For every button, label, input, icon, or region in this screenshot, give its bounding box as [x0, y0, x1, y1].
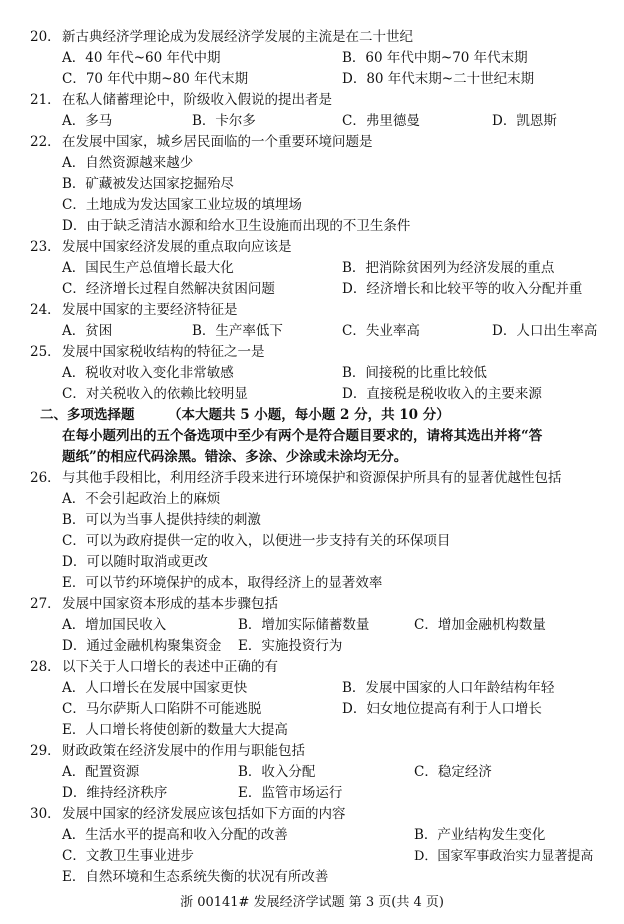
options-row [0, 783, 624, 804]
option-d: D．凯恩斯 [492, 113, 557, 129]
question-22 [0, 132, 624, 153]
option-a: A．税收对收入变化非常敏感 [62, 365, 234, 381]
question-text: 发展中国家的经济发展应该包括如下方面的内容 [62, 806, 346, 822]
option-c: C．稳定经济 [414, 764, 492, 780]
option-d: D．维持经济秩序 [62, 785, 168, 801]
options-row [0, 552, 624, 573]
option-d: D．国家军事政治实力显著提高 [414, 849, 594, 864]
option-d: D．直接税是税收收入的主要来源 [342, 386, 542, 402]
options-row [0, 762, 624, 783]
option-a: A．多马 [62, 113, 113, 129]
option-d: D．可以随时取消或更改 [62, 554, 208, 570]
option-b: B．把消除贫困列为经济发展的重点 [342, 260, 555, 276]
question-number: 21． [30, 92, 61, 108]
question-number: 28． [30, 659, 61, 675]
option-a: A．生活水平的提高和收入分配的改善 [62, 827, 288, 843]
question-number: 20． [30, 29, 61, 45]
option-c: C．70 年代中期~80 年代末期 [62, 71, 249, 87]
option-a: A．国民生产总值增长最大化 [62, 260, 234, 276]
options-row [0, 279, 624, 300]
option-b: B．60 年代中期~70 年代末期 [342, 50, 528, 66]
option-c: C．土地成为发达国家工业垃圾的填埋场 [62, 197, 302, 213]
option-b: B．矿藏被发达国家挖掘殆尽 [62, 176, 234, 192]
instruction-line-1: 在每小题列出的五个备选项中至少有两个是符合题目要求的，请将其选出并将“答 [62, 428, 543, 444]
options-row [0, 489, 624, 510]
option-c: C．弗里德曼 [342, 113, 420, 129]
question-text: 发展中国家经济发展的重点取向应该是 [62, 239, 292, 255]
question-21 [0, 90, 624, 111]
option-b: B．发展中国家的人口年龄结构年轻 [342, 680, 555, 696]
question-number: 23． [30, 239, 61, 255]
options-row [0, 867, 624, 888]
question-text: 与其他手段相比，利用经济手段来进行环境保护和资源保护所具有的显著优越性包括 [62, 470, 562, 486]
question-text: 以下关于人口增长的表述中正确的有 [62, 659, 278, 675]
option-c: C．增加金融机构数量 [414, 617, 546, 633]
options-row [0, 384, 624, 405]
option-e: E．自然环境和生态系统失衡的状况有所改善 [62, 869, 329, 885]
options-row [0, 825, 624, 846]
options-row [0, 111, 624, 132]
option-e: E．监管市场运行 [238, 785, 343, 801]
section-header [0, 405, 624, 426]
question-number: 27． [30, 596, 61, 612]
question-number: 25． [30, 344, 61, 360]
question-text: 发展中国家的主要经济特征是 [62, 302, 238, 318]
question-text: 在发展中国家，城乡居民面临的一个重要环境问题是 [62, 134, 373, 150]
options-row [0, 510, 624, 531]
option-a: A．不会引起政治上的麻烦 [62, 491, 221, 507]
option-c: C．对关税收入的依赖比较明显 [62, 386, 248, 402]
question-30 [0, 804, 624, 825]
section-title: 二、多项选择题 [40, 407, 135, 423]
option-c: C．马尔萨斯人口陷阱不可能逃脱 [62, 701, 262, 717]
question-text: 发展中国家税收结构的特征之一是 [62, 344, 265, 360]
option-d: D．由于缺乏清洁水源和给水卫生设施而出现的不卫生条件 [62, 218, 411, 234]
option-e: E．人口增长将使创新的数量大大提高 [62, 722, 288, 738]
question-26 [0, 468, 624, 489]
option-c: C．文教卫生事业进步 [62, 848, 194, 864]
option-c: C．可以为政府提供一定的收入，以便进一步支持有关的环保项目 [62, 533, 451, 549]
question-24 [0, 300, 624, 321]
option-e: E．可以节约环境保护的成本，取得经济上的显著效率 [62, 575, 383, 591]
option-d: D．通过金融机构聚集资金 [62, 638, 222, 654]
section-scoring-note: （本大题共 5 小题，每小题 2 分，共 10 分） [168, 407, 450, 423]
question-28 [0, 657, 624, 678]
option-b: B．可以为当事人提供持续的刺激 [62, 512, 261, 528]
instruction-line-2: 题纸”的相应代码涂黑。错涂、多涂、少涂或未涂均无分。 [62, 449, 408, 465]
options-row [0, 636, 624, 657]
option-a: A．配置资源 [62, 764, 140, 780]
options-row [0, 615, 624, 636]
option-b: B．卡尔多 [192, 113, 256, 129]
option-a: A．40 年代~60 年代中期 [62, 50, 221, 66]
option-d: D．妇女地位提高有利于人口增长 [342, 701, 542, 717]
option-b: B．生产率低下 [192, 323, 283, 339]
option-a: A．增加国民收入 [62, 617, 167, 633]
options-row [0, 258, 624, 279]
question-text: 财政政策在经济发展中的作用与职能包括 [62, 743, 305, 759]
options-row [0, 531, 624, 552]
options-row [0, 678, 624, 699]
option-d: D．经济增长和比较平等的收入分配并重 [342, 281, 583, 297]
option-d: D．人口出生率高 [492, 323, 598, 339]
question-text: 发展中国家资本形成的基本步骤包括 [62, 596, 278, 612]
question-number: 24． [30, 302, 61, 318]
question-number: 22． [30, 134, 61, 150]
section-instruction [0, 426, 624, 447]
option-c: C．经济增长过程自然解决贫困问题 [62, 281, 275, 297]
options-row [0, 699, 624, 720]
options-row [0, 720, 624, 741]
options-row [0, 69, 624, 90]
options-row [0, 153, 624, 174]
question-25 [0, 342, 624, 363]
question-text: 在私人储蓄理论中，阶级收入假说的提出者是 [62, 92, 332, 108]
option-a: A．人口增长在发展中国家更快 [62, 680, 248, 696]
question-29 [0, 741, 624, 762]
option-b: B．产业结构发生变化 [414, 827, 546, 843]
option-b: B．增加实际储蓄数量 [238, 617, 370, 633]
question-text: 新古典经济学理论成为发展经济学发展的主流是在二十世纪 [62, 29, 413, 45]
options-row [0, 573, 624, 594]
options-row [0, 48, 624, 69]
options-row [0, 363, 624, 384]
options-row [0, 195, 624, 216]
question-27 [0, 594, 624, 615]
options-row [0, 321, 624, 342]
question-number: 30． [30, 806, 61, 822]
option-c: C．失业率高 [342, 323, 420, 339]
option-d: D．80 年代末期~二十世纪末期 [342, 71, 535, 87]
question-20 [0, 27, 624, 48]
page-footer: 浙 00141# 发展经济学试题 第 3 页(共 4 页) [180, 895, 444, 910]
options-row [0, 846, 624, 867]
question-number: 29． [30, 743, 61, 759]
option-a: A．贫困 [62, 323, 113, 339]
question-23 [0, 237, 624, 258]
option-b: B．收入分配 [238, 764, 316, 780]
option-b: B．间接税的比重比较低 [342, 365, 487, 381]
section-instruction [0, 447, 624, 468]
options-row [0, 174, 624, 195]
option-a: A．自然资源越来越少 [62, 155, 194, 171]
option-e: E．实施投资行为 [238, 638, 343, 654]
options-row [0, 216, 624, 237]
question-number: 26． [30, 470, 61, 486]
